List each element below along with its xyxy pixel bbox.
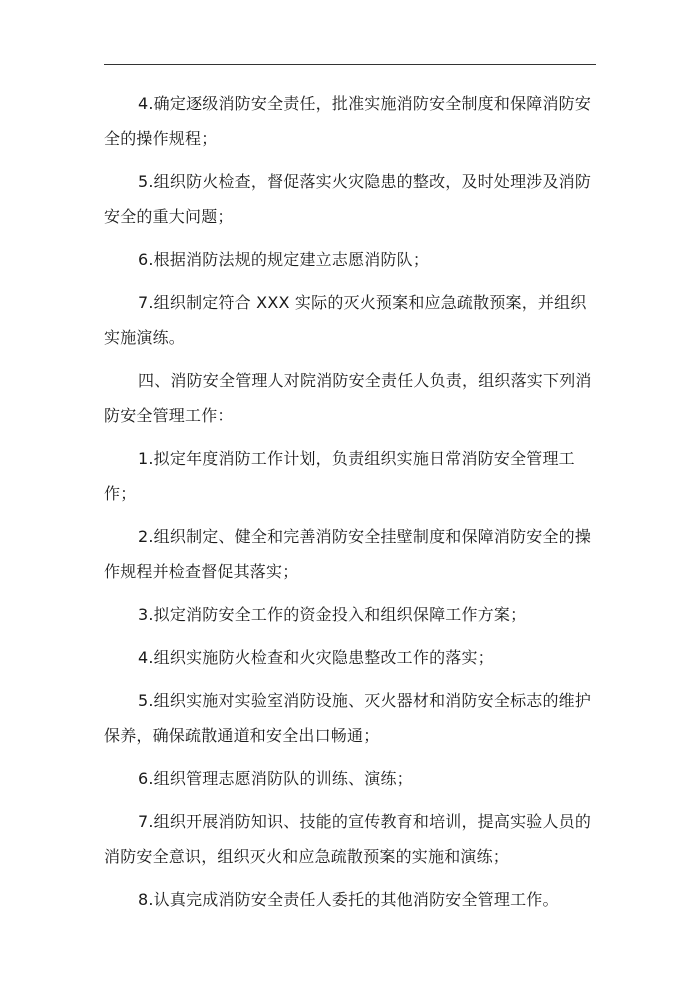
- document-body: [104, 86, 598, 925]
- paragraph: 5.组织实施对实验室消防设施、灭火器材和消防安全标志的维护保养，确保疏散通道和安全出口畅通；: [104, 691, 592, 745]
- section-heading-paragraph: 四、消防安全管理人对院消防安全责任人负责，组织落实下列消防安全管理工作：: [104, 371, 592, 425]
- header-rule: [104, 64, 596, 65]
- paragraph: 5.组织防火检查，督促落实火灾隐患的整改，及时处理涉及消防安全的重大问题；: [104, 172, 592, 226]
- paragraph: 7.组织制定符合 XXX 实际的灭火预案和应急疏散预案，并组织实施演练。: [104, 293, 587, 347]
- paragraph: 7.组织开展消防知识、技能的宣传教育和培训，提高实验人员的消防安全意识，组织灭火和应急疏散预案的实施和演练；: [104, 812, 592, 866]
- paragraph: 1.拟定年度消防工作计划，负责组织实施日常消防安全管理工作；: [104, 449, 575, 503]
- paragraph: 8.认真完成消防安全责任人委托的其他消防安全管理工作。: [138, 890, 559, 909]
- paragraph: 6.组织管理志愿消防队的训练、演练；: [138, 769, 413, 788]
- paragraph: 4.组织实施防火检查和火灾隐患整改工作的落实；: [138, 648, 494, 667]
- paragraph: 3.拟定消防安全工作的资金投入和组织保障工作方案；: [138, 605, 527, 624]
- paragraph: 4.确定逐级消防安全责任，批准实施消防安全制度和保障消防安全的操作规程；: [104, 94, 592, 148]
- paragraph: 2.组织制定、健全和完善消防安全挂壁制度和保障消防安全的操作规程并检查督促其落实；: [104, 527, 592, 581]
- paragraph: 6.根据消防法规的规定建立志愿消防队；: [138, 250, 430, 269]
